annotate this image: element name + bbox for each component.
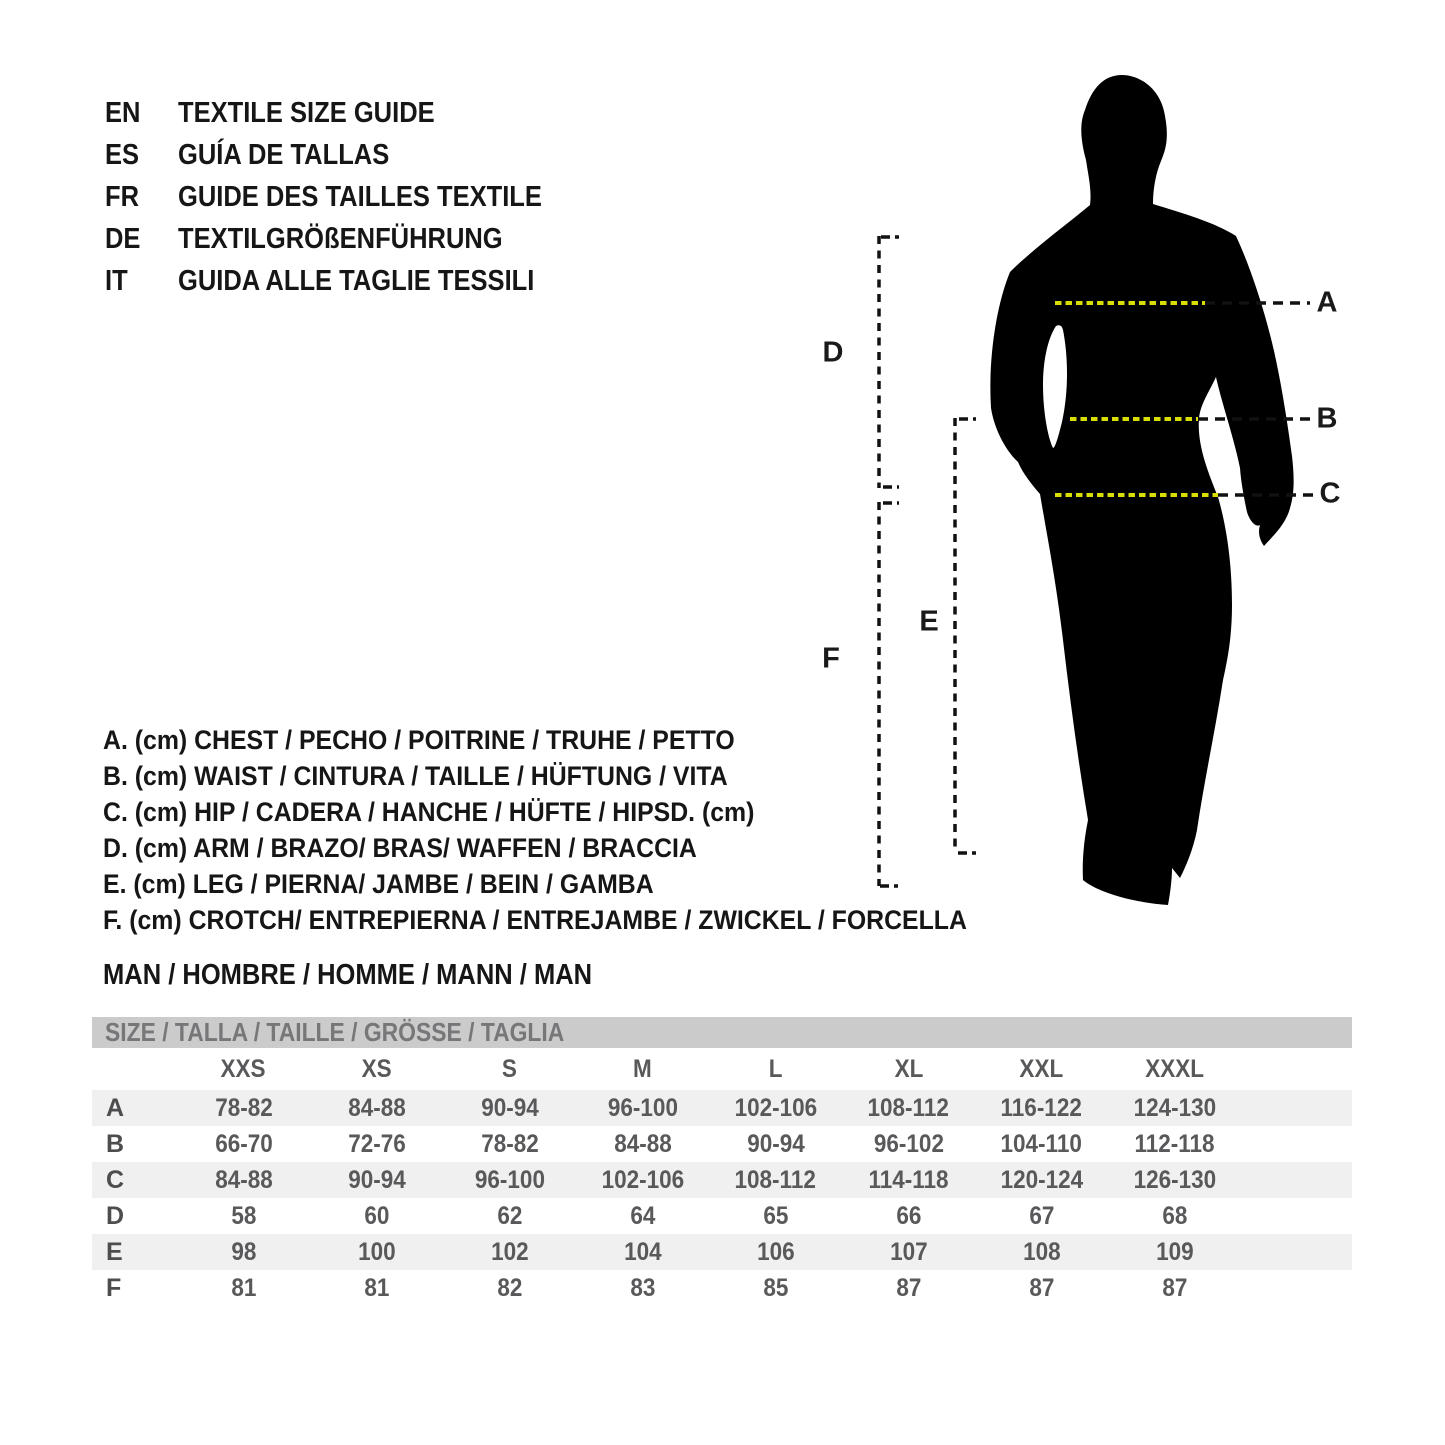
measurement-legend-item: [103, 722, 1042, 758]
table-cell-value: 87: [1161, 1273, 1188, 1302]
language-code: FR: [105, 180, 140, 213]
table-cell-value: 83: [629, 1273, 656, 1302]
table-cell-value: 96-100: [607, 1093, 678, 1122]
table-cell-value: 81: [230, 1273, 257, 1302]
table-cell: [975, 1238, 1108, 1267]
table-cell: [842, 1094, 975, 1123]
language-code: EN: [105, 96, 141, 129]
table-cell: [842, 1130, 975, 1159]
table-cell: [1108, 1238, 1241, 1267]
table-row: [92, 1270, 1352, 1306]
table-cell: [443, 1274, 576, 1303]
table-cell-value: 66: [895, 1201, 922, 1230]
table-row: [92, 1162, 1352, 1198]
table-row: [92, 1090, 1352, 1126]
table-cell: [177, 1130, 310, 1159]
table-cell: [443, 1166, 576, 1195]
table-cell: [1108, 1274, 1241, 1303]
table-cell-value: 67: [1028, 1201, 1055, 1230]
measurement-legend-label: D. (cm) ARM / BRAZO/ BRAS/ WAFFEN / BRACCIA: [103, 832, 697, 863]
figure-label-a: A: [1316, 286, 1338, 319]
size-column-header: [842, 1055, 975, 1084]
size-column-header: [975, 1055, 1108, 1084]
table-cell-value: 102-106: [601, 1165, 684, 1194]
measurement-legend-item: [103, 866, 1042, 902]
table-row-label: F: [106, 1273, 122, 1302]
size-table-header-label: SIZE / TALLA / TAILLE / GRÖSSE / TAGLIA: [105, 1017, 565, 1047]
table-cell: [975, 1274, 1108, 1303]
table-cell-value: 124-130: [1133, 1093, 1216, 1122]
language-row: [105, 260, 592, 302]
size-column-header: [1108, 1055, 1241, 1084]
language-title: GUÍA DE TALLAS: [178, 138, 390, 171]
figure-label-b: B: [1316, 402, 1338, 435]
table-cell: [576, 1166, 709, 1195]
table-cell-value: 84-88: [214, 1165, 273, 1194]
size-column-header-label: XXXL: [1145, 1054, 1204, 1083]
table-row-label: D: [106, 1201, 125, 1230]
table-cell-value: 107: [889, 1237, 928, 1266]
table-cell-value: 66-70: [214, 1129, 273, 1158]
table-cell-value: 102: [490, 1237, 529, 1266]
table-cell-value: 84-88: [347, 1093, 406, 1122]
measurement-legend-item: [103, 830, 1042, 866]
language-row: [105, 134, 592, 176]
size-column-header-label: M: [633, 1054, 652, 1083]
language-title: TEXTILGRÖßENFÜHRUNG: [178, 222, 503, 255]
size-column-header: [177, 1055, 310, 1084]
size-column-header-label: XL: [894, 1054, 923, 1083]
table-cell: [975, 1130, 1108, 1159]
language-title: TEXTILE SIZE GUIDE: [178, 96, 435, 129]
table-row-label: A: [106, 1093, 125, 1122]
size-column-header-label: L: [768, 1054, 783, 1083]
table-cell-value: 102-106: [734, 1093, 817, 1122]
table-cell: [310, 1238, 443, 1267]
table-cell: [709, 1094, 842, 1123]
measurement-legend-item: [103, 758, 1042, 794]
figure-label-d: D: [822, 336, 844, 369]
table-cell-value: 96-102: [873, 1129, 944, 1158]
table-cell: [310, 1202, 443, 1231]
table-row: [92, 1198, 1352, 1234]
table-cell-value: 120-124: [1000, 1165, 1083, 1194]
table-cell: [310, 1130, 443, 1159]
size-column-header: [443, 1055, 576, 1084]
table-cell-value: 106: [756, 1237, 795, 1266]
table-row-label: E: [106, 1237, 123, 1266]
table-cell: [310, 1166, 443, 1195]
size-column-header: [709, 1055, 842, 1084]
measurement-legend-label: A. (cm) CHEST / PECHO / POITRINE / TRUHE / PETTO: [103, 724, 735, 755]
table-cell-value: 85: [762, 1273, 789, 1302]
table-cell: [443, 1094, 576, 1123]
table-cell: [576, 1094, 709, 1123]
table-cell: [842, 1238, 975, 1267]
figure-label-e: E: [919, 605, 939, 638]
table-cell-value: 100: [357, 1237, 396, 1266]
table-cell: [842, 1274, 975, 1303]
table-cell-value: 87: [895, 1273, 922, 1302]
table-cell-value: 60: [363, 1201, 390, 1230]
table-cell: [709, 1238, 842, 1267]
measurement-legend-item: [103, 794, 1042, 830]
table-cell-value: 58: [230, 1201, 257, 1230]
table-cell: [310, 1274, 443, 1303]
language-title: GUIDE DES TAILLES TEXTILE: [178, 180, 542, 213]
table-cell-value: 78-82: [214, 1093, 273, 1122]
table-cell-value: 65: [762, 1201, 789, 1230]
table-row: [92, 1126, 1352, 1162]
table-cell: [576, 1274, 709, 1303]
table-cell: [177, 1274, 310, 1303]
size-rows: [92, 1090, 1352, 1306]
table-cell: [1108, 1130, 1241, 1159]
language-row: [105, 176, 592, 218]
table-cell-value: 72-76: [347, 1129, 406, 1158]
table-cell-value: 82: [496, 1273, 523, 1302]
size-column-header: [310, 1055, 443, 1084]
table-cell-value: 98: [230, 1237, 257, 1266]
language-code: DE: [105, 222, 141, 255]
size-header-row: [92, 1048, 1352, 1090]
table-cell: [975, 1166, 1108, 1195]
language-row: [105, 218, 592, 260]
table-cell: [1108, 1202, 1241, 1231]
table-cell: [975, 1202, 1108, 1231]
table-cell-value: 68: [1161, 1201, 1188, 1230]
table-cell: [443, 1202, 576, 1231]
table-cell-value: 62: [496, 1201, 523, 1230]
language-title-list: [105, 92, 592, 302]
language-code: ES: [105, 138, 140, 171]
table-cell-value: 108-112: [867, 1093, 950, 1122]
measurement-legend: [103, 722, 1042, 938]
table-cell-value: 90-94: [480, 1093, 539, 1122]
table-cell-value: 104: [623, 1237, 662, 1266]
table-cell: [1108, 1094, 1241, 1123]
table-cell: [709, 1130, 842, 1159]
size-column-header: [576, 1055, 709, 1084]
table-cell-value: 114-118: [868, 1165, 949, 1194]
table-cell-value: 112-118: [1134, 1129, 1215, 1158]
table-cell: [576, 1130, 709, 1159]
table-cell-value: 90-94: [746, 1129, 805, 1158]
table-cell-value: 84-88: [613, 1129, 672, 1158]
table-cell-value: 108: [1022, 1237, 1061, 1266]
table-row: [92, 1234, 1352, 1270]
table-cell: [310, 1094, 443, 1123]
table-cell-value: 90-94: [347, 1165, 406, 1194]
table-cell-value: 116-122: [1000, 1093, 1083, 1122]
measurement-legend-label: C. (cm) HIP / CADERA / HANCHE / HÜFTE / HIPSD. (cm): [103, 796, 755, 827]
table-cell: [177, 1238, 310, 1267]
table-row-label: C: [106, 1165, 125, 1194]
size-column-header-label: XS: [361, 1054, 392, 1083]
size-column-header-label: XXS: [220, 1054, 267, 1083]
table-cell: [177, 1094, 310, 1123]
measurement-legend-label: F. (cm) CROTCH/ ENTREPIERNA / ENTREJAMBE / ZWICKEL / FORCELLA: [103, 904, 967, 935]
table-cell-value: 78-82: [480, 1129, 539, 1158]
table-cell-value: 104-110: [1000, 1129, 1083, 1158]
table-cell: [576, 1202, 709, 1231]
figure-label-f: F: [822, 642, 840, 675]
language-code: IT: [105, 264, 128, 297]
gender-category-line: [103, 957, 659, 993]
table-cell-value: 87: [1028, 1273, 1055, 1302]
size-table: [92, 1017, 1352, 1306]
table-cell: [177, 1202, 310, 1231]
measurement-legend-label: B. (cm) WAIST / CINTURA / TAILLE / HÜFTUNG / VITA: [103, 760, 728, 791]
table-cell-value: 96-100: [474, 1165, 545, 1194]
table-row-label: B: [106, 1129, 125, 1158]
table-cell: [443, 1238, 576, 1267]
table-cell: [709, 1202, 842, 1231]
table-cell-value: 81: [363, 1273, 390, 1302]
gender-category-label: MAN / HOMBRE / HOMME / MANN / MAN: [103, 958, 593, 991]
table-cell: [975, 1094, 1108, 1123]
table-cell: [1108, 1166, 1241, 1195]
table-cell: [842, 1166, 975, 1195]
table-cell-value: 109: [1155, 1237, 1194, 1266]
table-cell-value: 64: [629, 1201, 656, 1230]
figure-label-c: C: [1319, 477, 1341, 510]
measurement-legend-label: E. (cm) LEG / PIERNA/ JAMBE / BEIN / GAMBA: [103, 868, 654, 899]
language-row: [105, 92, 592, 134]
language-title: GUIDA ALLE TAGLIE TESSILI: [178, 264, 535, 297]
table-cell: [177, 1166, 310, 1195]
size-column-header-label: XXL: [1019, 1054, 1064, 1083]
table-cell-value: 126-130: [1133, 1165, 1216, 1194]
size-column-header-label: S: [501, 1054, 518, 1083]
table-cell: [443, 1130, 576, 1159]
table-cell-value: 108-112: [734, 1165, 817, 1194]
table-cell: [576, 1238, 709, 1267]
table-cell: [709, 1274, 842, 1303]
measurement-legend-item: [103, 902, 1042, 938]
table-cell: [709, 1166, 842, 1195]
table-cell: [842, 1202, 975, 1231]
size-table-header-bar: [92, 1017, 1352, 1048]
